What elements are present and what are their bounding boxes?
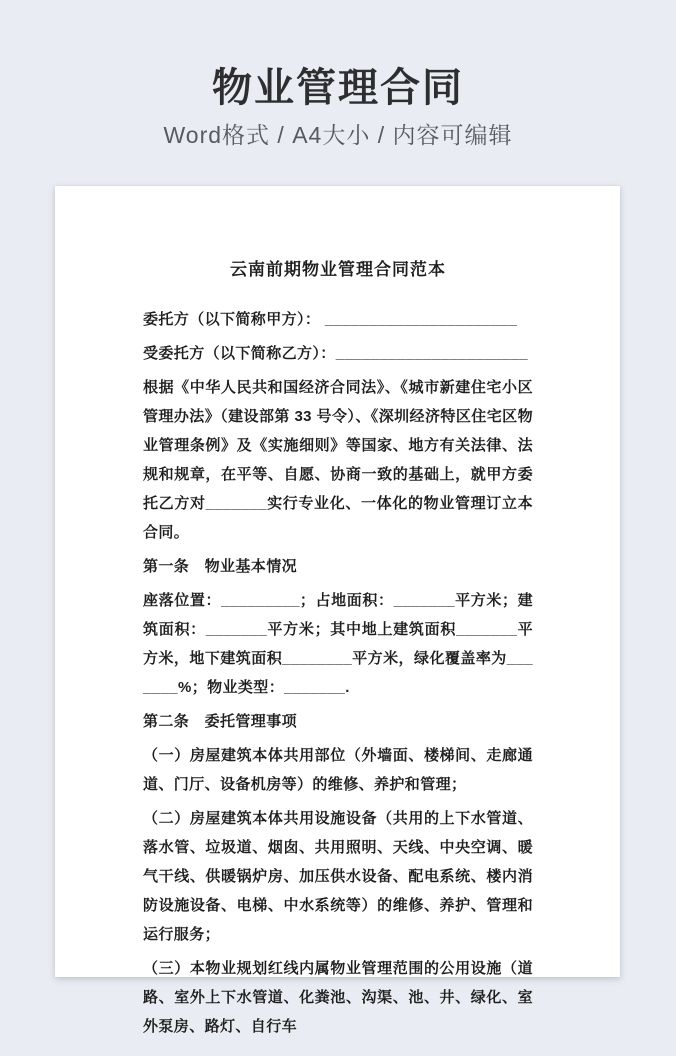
contract-party-a-line: 委托方（以下简称甲方）： ______________________ bbox=[143, 311, 518, 328]
contract-party-b-line: 受委托方（以下简称乙方）：______________________ bbox=[143, 345, 529, 362]
contract-content bbox=[55, 186, 620, 1041]
banner-title: 物业管理合同 bbox=[212, 66, 464, 110]
contract-clause-item-1: （一）房屋建筑本体共用部位（外墙面、楼梯间、走廊通道、门厅、设备机房等）的维修、养护和管理； bbox=[143, 747, 533, 793]
banner-header bbox=[0, 0, 676, 148]
contract-page bbox=[55, 186, 620, 1035]
contract-property-details: 座落位置：_________；占地面积：_______平方米；建筑面积：_______平方米；其中地上建筑面积_______平方米，地下建筑面积________平方米，绿化覆盖率为_______%；物业类型：_______. bbox=[143, 592, 533, 696]
contract-clause-item-2: （二）房屋建筑本体共用设施设备（共用的上下水管道、落水管、垃圾道、烟囱、共用照明、天线、中央空调、暖气干线、供暖锅炉房、加压供水设备、配电系统、楼内消防设施设备、电梯、中水系统等）的维修、养护、管理和运行服务； bbox=[143, 810, 533, 943]
banner-subtitle: Word格式 / A4大小 / 内容可编辑 bbox=[163, 122, 513, 148]
contract-section-heading-2: 第二条 委托管理事项 bbox=[143, 713, 298, 730]
contract-section-heading-1: 第一条 物业基本情况 bbox=[143, 558, 298, 575]
contract-preamble: 根据《中华人民共和国经济合同法》、《城市新建住宅小区管理办法》（建设部第 33 号令）、《深圳经济特区住宅区物业管理条例》及《实施细则》等国家、地方有关法律、法规和规章，在平等、自愿、协商一致的基础上，就甲方委托乙方对_______实行专业化、一体化的物业管理订立本合同。 bbox=[143, 379, 533, 541]
contract-clause-item-3: （三）本物业规划红线内属物业管理范围的公用设施（道路、室外上下水管道、化粪池、沟渠、池、井、绿化、室外泵房、路灯、自行车 bbox=[143, 960, 533, 1035]
contract-title: 云南前期物业管理合同范本 bbox=[230, 260, 446, 279]
